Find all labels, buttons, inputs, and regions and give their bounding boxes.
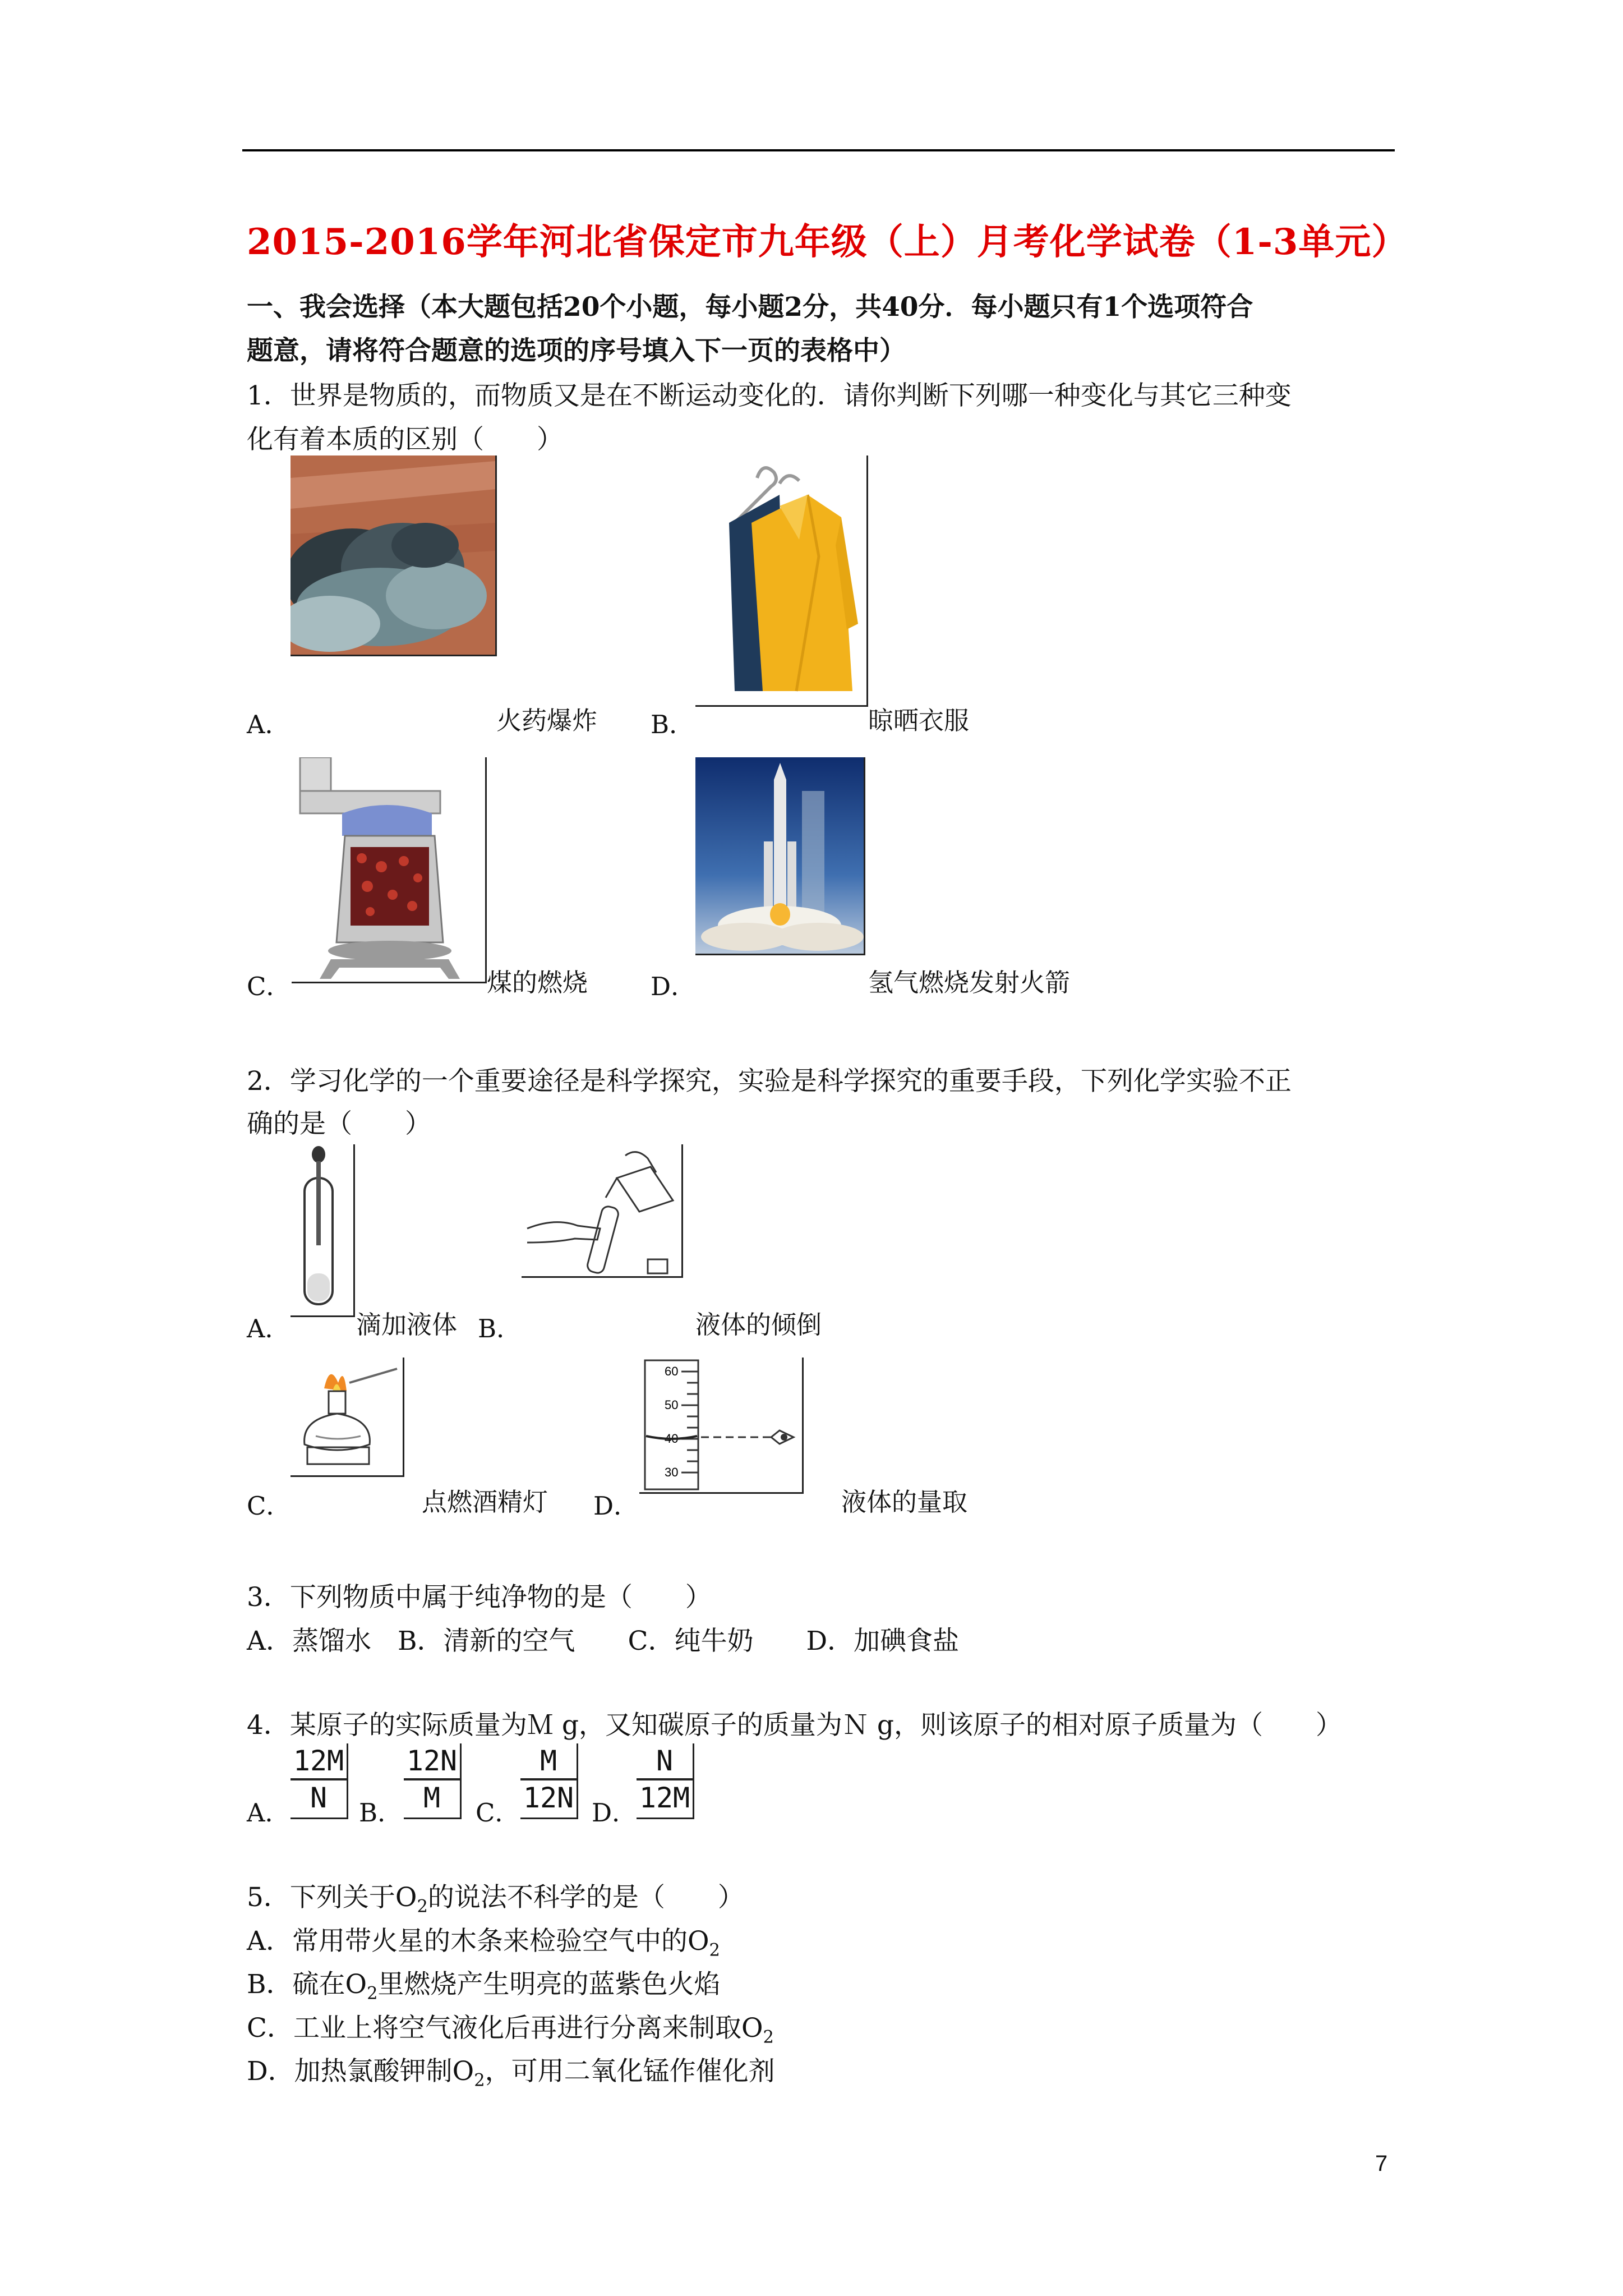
q2-option-c-caption: 点燃酒精灯	[422, 1487, 548, 1517]
q1-option-d-letter: D．	[651, 972, 697, 1001]
q1-figure-coal-stove	[292, 757, 487, 983]
q4-option-d-letter: D．	[592, 1798, 638, 1828]
q4-option-c-fraction	[520, 1743, 578, 1819]
q1-figure-rocket	[695, 757, 865, 955]
q1-option-a-letter: A．	[247, 710, 291, 739]
coal-stove-image	[292, 757, 485, 982]
section-heading-line1: 一、我会选择（本大题包括20个小题，每小题2分，共40分．每小题只有1个选项符合	[247, 292, 1253, 323]
q4-d-denominator: 12M	[639, 1782, 690, 1814]
q4-stem: 4．某原子的实际质量为Ｍ g，又知碳原子的质量为Ｎ g，则该原子的相对原子质量为（ ）	[247, 1710, 1342, 1741]
explosion-image	[291, 455, 495, 655]
q2-option-b-letter: B．	[478, 1314, 522, 1343]
q2-option-a-caption: 滴加液体	[356, 1310, 458, 1340]
q1-stem-line1: 1．世界是物质的，而物质又是在不断运动变化的．请你判断下列哪一种变化与其它三种变	[247, 380, 1292, 411]
q5-option-c: C．工业上将空气液化后再进行分离来制取$O_2$	[247, 2013, 774, 2047]
q4-option-c-letter: C．	[476, 1798, 520, 1828]
q2-option-b-caption: 液体的倾倒	[695, 1310, 822, 1340]
q1-option-b-letter: B．	[651, 710, 695, 739]
q1-option-c-letter: C．	[247, 972, 292, 1001]
cylinder-tick-60: 60	[665, 1364, 679, 1378]
q4-b-numerator: 12N	[404, 1743, 460, 1780]
page-title: 2015-2016学年河北省保定市九年级（上）月考化学试卷（1-3单元）	[247, 221, 1408, 263]
pouring-image	[522, 1144, 681, 1276]
section-heading-line2: 题意，请将符合题意的选项的序号填入下一页的表格中）	[247, 335, 906, 366]
q4-c-denominator: 12N	[523, 1782, 574, 1814]
q4-c-numerator: M	[520, 1743, 577, 1780]
q5-option-a: A．常用带火星的木条来检验空气中的$O_2$	[247, 1926, 720, 1961]
q4-option-d-fraction	[637, 1743, 694, 1819]
dropper-tube-image	[291, 1144, 353, 1315]
q2-figure-pouring	[522, 1144, 683, 1278]
alcohol-lamp-image	[291, 1358, 403, 1475]
q4-a-denominator: N	[310, 1782, 328, 1814]
q1-option-c-caption: 煤的燃烧	[487, 968, 588, 997]
rocket-image	[695, 757, 864, 954]
cylinder-tick-50: 50	[665, 1398, 679, 1412]
q2-stem-line1: 2．学习化学的一个重要途径是科学探究，实验是科学探究的重要手段，下列化学实验不正	[247, 1066, 1292, 1097]
q1-figure-clothes	[695, 455, 868, 707]
q2-figure-measuring-cylinder	[639, 1358, 804, 1494]
q2-stem-line2: 确的是（ ）	[247, 1108, 431, 1139]
q4-option-a-fraction	[291, 1743, 348, 1819]
q1-option-b-caption: 晾晒衣服	[868, 706, 970, 735]
header-rule	[242, 149, 1395, 151]
q4-option-b-fraction	[404, 1743, 462, 1819]
q4-option-b-letter: B．	[359, 1798, 403, 1828]
q4-option-a-letter: A．	[247, 1798, 291, 1828]
q3-options: A．蒸馏水 B．清新的空气 C．纯牛奶 D．加碘食盐	[247, 1626, 960, 1657]
q1-option-d-caption: 氢气燃烧发射火箭	[868, 968, 1071, 997]
q4-d-numerator: N	[637, 1743, 693, 1780]
q4-b-denominator: M	[423, 1782, 441, 1814]
q1-option-a-caption: 火药爆炸	[496, 706, 598, 735]
q5-option-b: B．硫在$O_2$里燃烧产生明亮的蓝紫色火焰	[247, 1969, 721, 2004]
q2-option-a-letter: A．	[247, 1314, 291, 1343]
q3-stem: 3．下列物质中属于纯净物的是（ ）	[247, 1582, 712, 1613]
q2-figure-alcohol-lamp	[291, 1358, 404, 1477]
cylinder-tick-40: 40	[665, 1432, 679, 1446]
q4-a-numerator: 12M	[291, 1743, 347, 1780]
q2-option-d-letter: D．	[593, 1491, 639, 1521]
q2-option-d-caption: 液体的量取	[841, 1487, 968, 1517]
measuring-cylinder-image	[639, 1358, 802, 1492]
page-number: 7	[1375, 2151, 1388, 2176]
q2-figure-dropper	[291, 1144, 355, 1317]
clothes-image	[695, 455, 866, 705]
cylinder-tick-30: 30	[665, 1465, 679, 1479]
q2-option-c-letter: C．	[247, 1491, 292, 1521]
q1-figure-explosion	[291, 455, 497, 656]
q5-stem: 5．下列关于$O_2$的说法不科学的是（ ）	[247, 1882, 744, 1917]
q1-stem-line2: 化有着本质的区别（ ）	[247, 424, 563, 455]
q5-option-d: D．加热氯酸钾制$O_2$，可用二氧化锰作催化剂	[247, 2056, 775, 2091]
